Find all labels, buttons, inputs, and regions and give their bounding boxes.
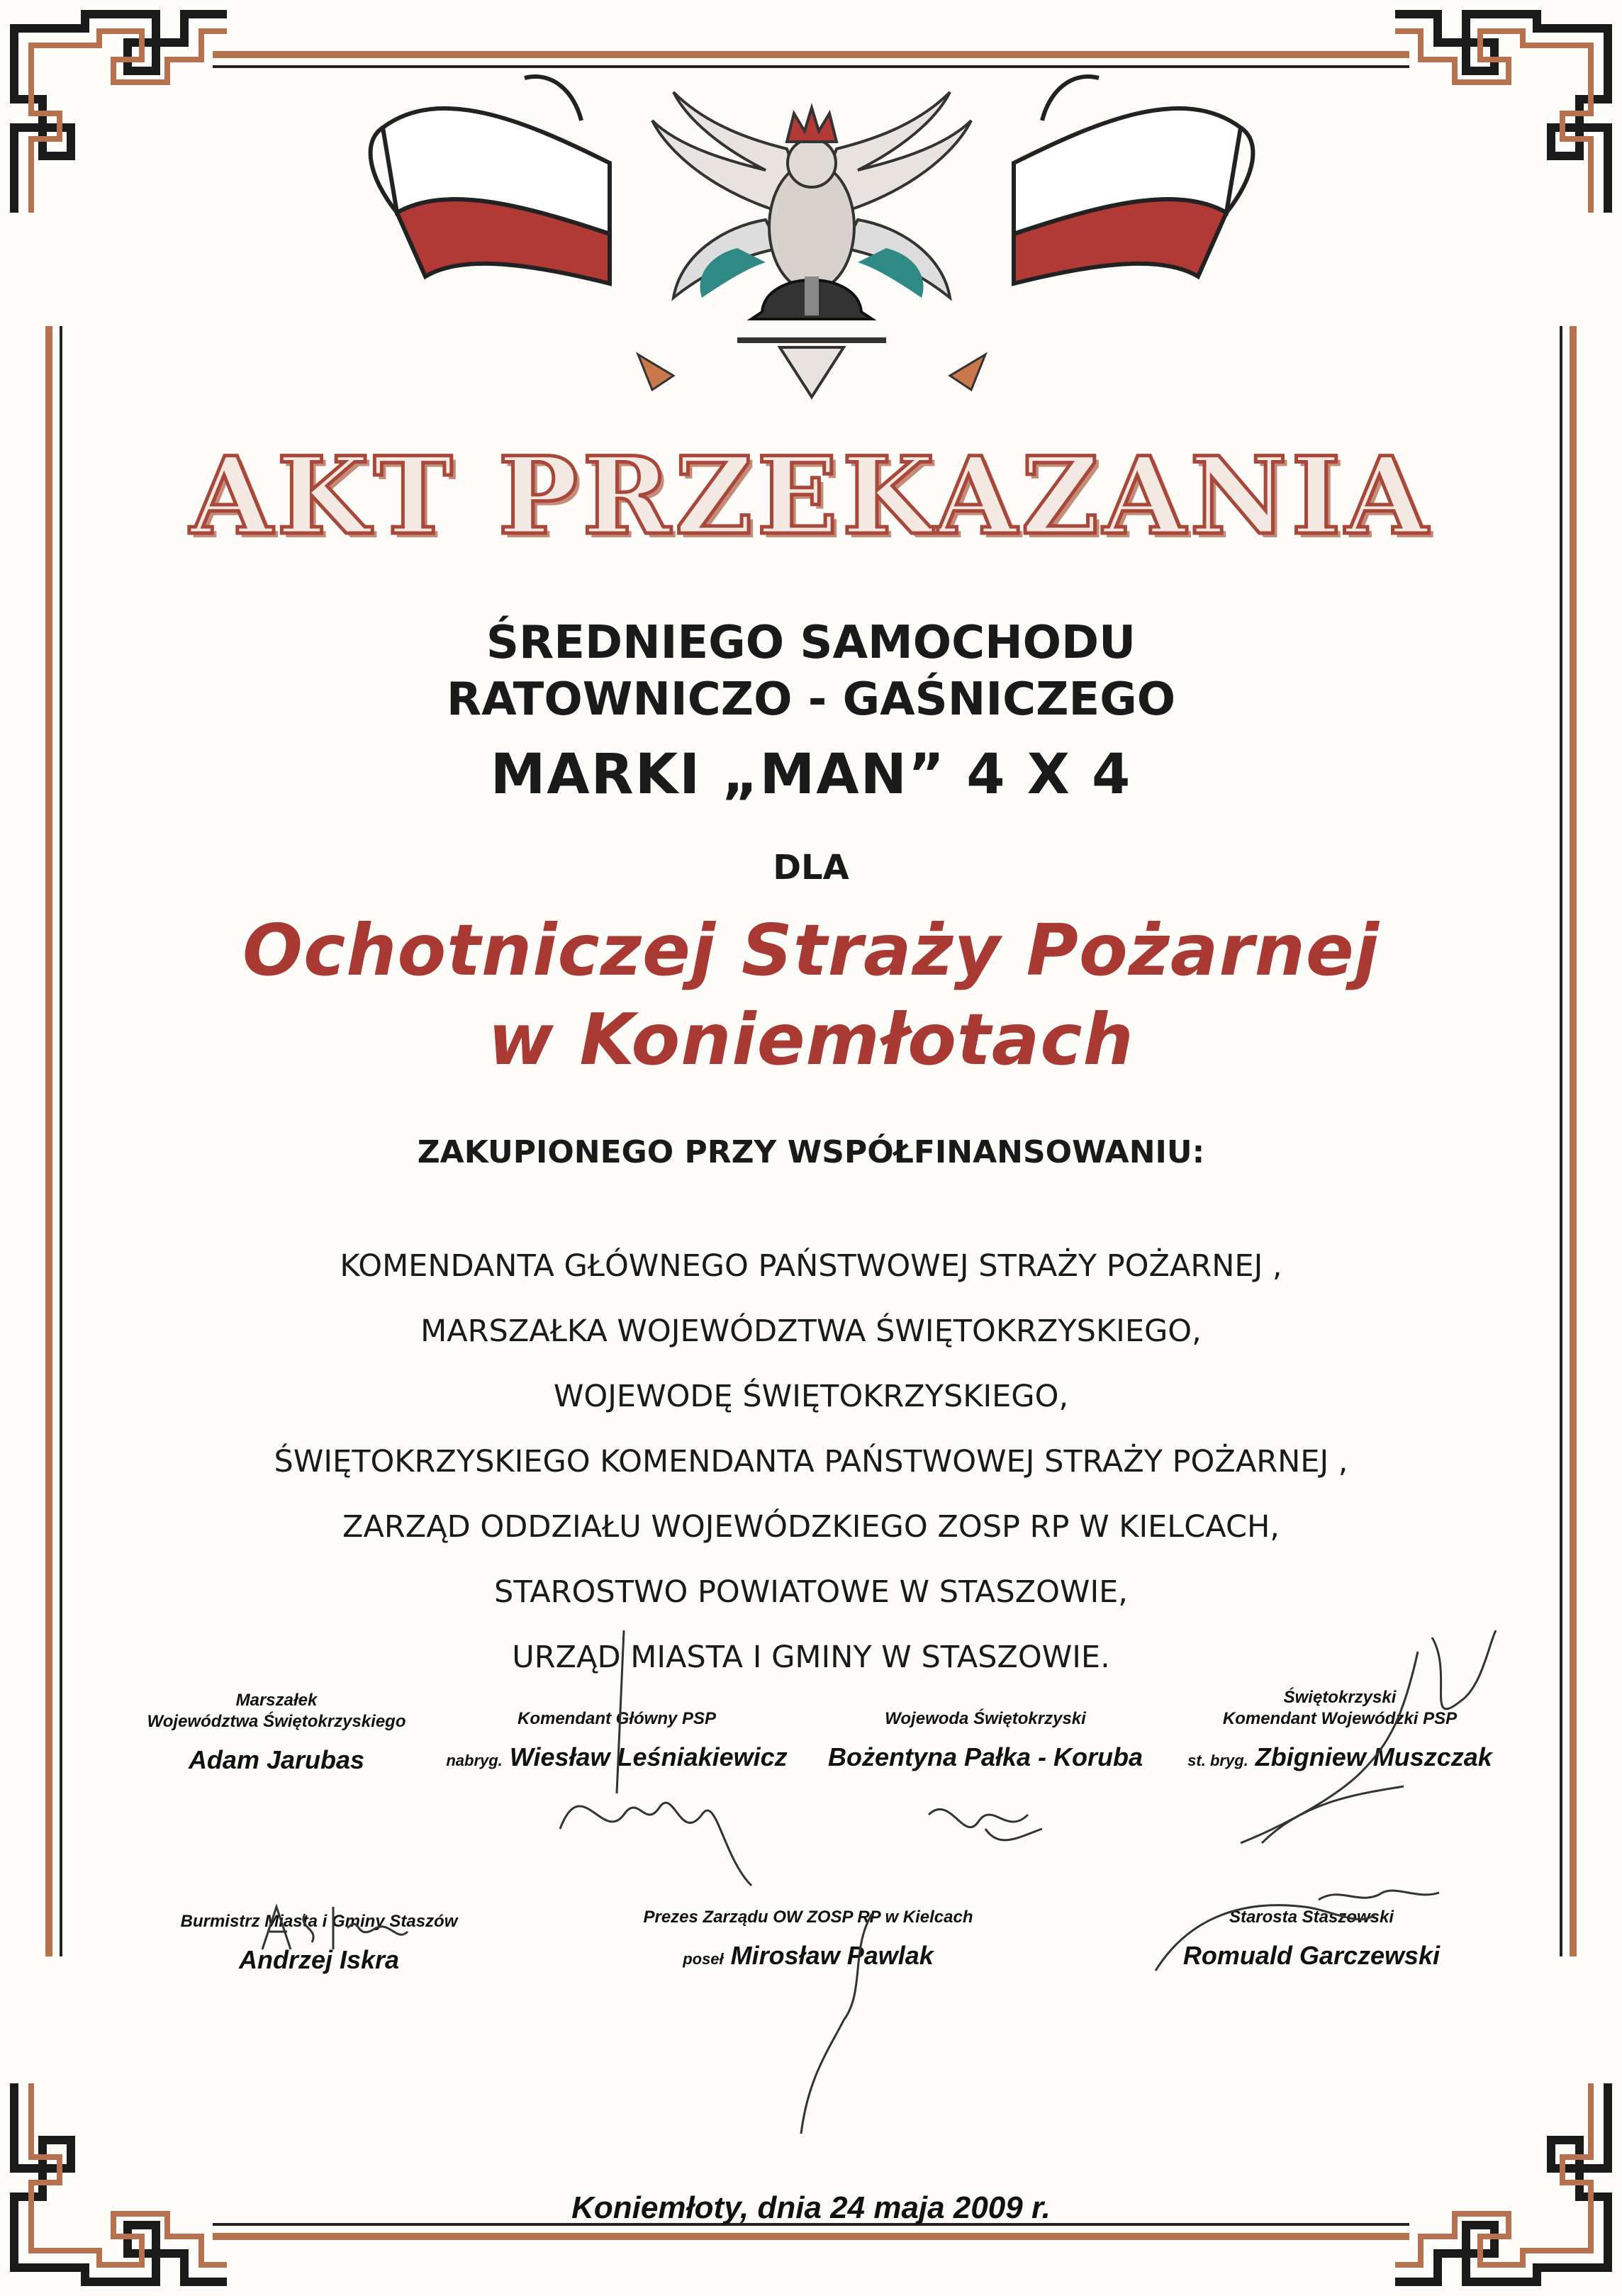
signatory-role: Prezes Zarządu OW ZOSP RP w Kielcach bbox=[643, 1908, 973, 1927]
signatory-role: Świętokrzyski bbox=[1283, 1688, 1397, 1707]
signatory-name-line bbox=[610, 1941, 1007, 1971]
signatory-burmistrz bbox=[170, 1911, 468, 1975]
signatory-name: Wiesław Leśniakiewicz bbox=[509, 1742, 788, 1771]
recipient-line-1: Ochotniczej Straży Pożarnej bbox=[242, 909, 1380, 992]
signatory-name: Adam Jarubas bbox=[188, 1745, 365, 1774]
signatory-role: Starosta Staszowski bbox=[1229, 1908, 1394, 1927]
corner-ornament-icon bbox=[1388, 0, 1622, 234]
eagle-with-helmet-emblem-icon bbox=[340, 43, 1283, 411]
signatory-role: Komendant Wojewódzki PSP bbox=[1222, 1709, 1458, 1728]
funders-list bbox=[0, 1233, 1622, 1690]
signatory-wojewoda bbox=[822, 1708, 1148, 1772]
signatory-marszalek bbox=[135, 1690, 418, 1775]
funder-item: MARSZAŁKA WOJEWÓDZTWA ŚWIĘTOKRZYSKIEGO, bbox=[420, 1314, 1202, 1349]
signatory-role: Komendant Główny PSP bbox=[517, 1709, 717, 1728]
corner-ornament-icon bbox=[0, 0, 234, 234]
signatory-name: Zbigniew Muszczak bbox=[1255, 1742, 1492, 1771]
for-label: DLA bbox=[773, 848, 849, 887]
funder-item: ZARZĄD ODDZIAŁU WOJEWÓDZKIEGO ZOSP RP W KIELCACH, bbox=[342, 1509, 1280, 1545]
funder-item: ŚWIĘTOKRZYSKIEGO KOMENDANTA PAŃSTWOWEJ STRAŻY POŻARNEJ , bbox=[274, 1444, 1348, 1479]
funder-item: KOMENDANTA GŁÓWNEGO PAŃSTWOWEJ STRAŻY POŻARNEJ , bbox=[340, 1248, 1282, 1284]
signatory-name-line bbox=[1177, 1742, 1503, 1772]
place-and-date: Koniemłoty, dnia 24 maja 2009 r. bbox=[571, 2190, 1051, 2225]
signatory-name: Romuald Garczewski bbox=[1182, 1941, 1441, 1970]
handwritten-signature-icon bbox=[922, 1786, 1049, 1857]
border-bottom bbox=[213, 2233, 1409, 2240]
signatory-role: Marszałek bbox=[235, 1691, 318, 1710]
subject-line-3: MARKI „MAN” 4 X 4 bbox=[490, 743, 1132, 807]
subject-line-2: RATOWNICZO - GAŚNICZEGO bbox=[446, 673, 1176, 726]
cofinancing-label: ZAKUPIONEGO PRZY WSPÓŁFINANSOWANIU: bbox=[417, 1134, 1205, 1170]
signatory-role: Województwa Świętokrzyskiego bbox=[147, 1712, 406, 1731]
corner-ornament-icon bbox=[0, 2062, 234, 2296]
signatory-komendant-glowny bbox=[432, 1708, 801, 1772]
subject-line-1: ŚREDNIEGO SAMOCHODU bbox=[486, 617, 1136, 669]
signatory-rank: poseł bbox=[683, 1950, 724, 1968]
funder-item: WOJEWODĘ ŚWIĘTOKRZYSKIEGO, bbox=[553, 1379, 1069, 1414]
funder-item: STAROSTWO POWIATOWE W STASZOWIE, bbox=[494, 1574, 1128, 1610]
recipient-line-2: w Koniemłotach bbox=[488, 998, 1134, 1081]
signatory-komendant-wojewodzki bbox=[1177, 1687, 1503, 1772]
corner-ornament-icon bbox=[1388, 2062, 1622, 2296]
funder-item: URZĄD MIASTA I GMINY W STASZOWIE. bbox=[512, 1640, 1110, 1675]
signatory-starosta bbox=[1156, 1907, 1467, 1971]
signatory-rank: nabryg. bbox=[446, 1752, 503, 1769]
signatory-prezes-zosp bbox=[610, 1907, 1007, 1971]
signatory-name: Andrzej Iskra bbox=[238, 1945, 400, 1974]
signatory-name: Bożentyna Pałka - Koruba bbox=[827, 1742, 1143, 1771]
signatory-name: Mirosław Pawlak bbox=[730, 1941, 934, 1970]
signatory-role: Wojewoda Świętokrzyski bbox=[885, 1709, 1086, 1728]
signatory-role: Burmistrz Miasta i Gminy Staszów bbox=[180, 1912, 458, 1931]
signatory-rank: st. bryg. bbox=[1187, 1752, 1248, 1769]
document-title: AKT PRZEKAZANIA bbox=[189, 434, 1433, 559]
signatory-name-line bbox=[432, 1742, 801, 1772]
